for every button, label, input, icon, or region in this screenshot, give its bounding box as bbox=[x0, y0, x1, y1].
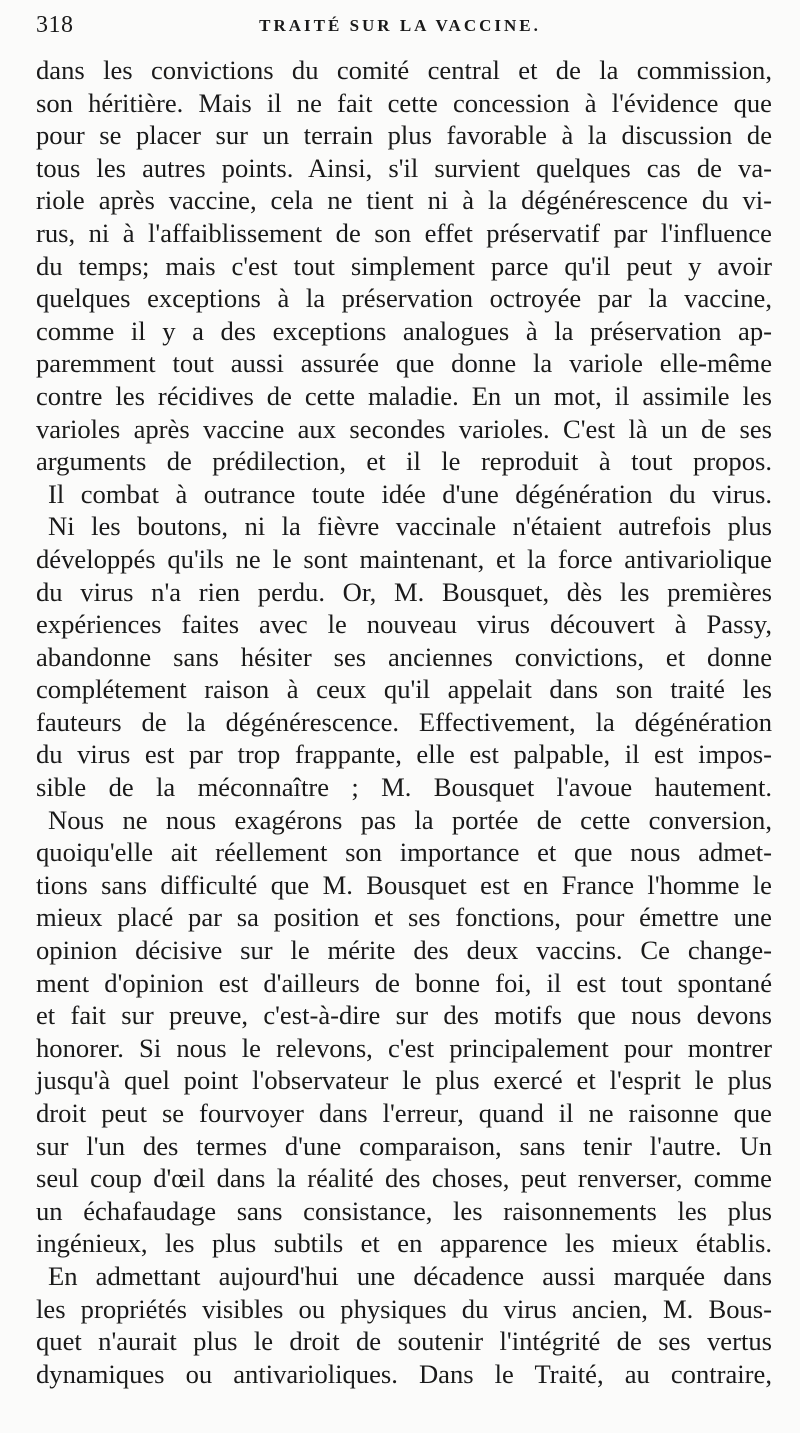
text-line: et fait sur preuve, c'est-à-dire sur des motifs que nous devons bbox=[36, 1000, 772, 1031]
text-line: droit peut se fourvoyer dans l'erreur, quand il ne raisonne que bbox=[36, 1098, 772, 1128]
text-line: quelques exceptions à la préservation octroyée par la vaccine, bbox=[36, 283, 772, 314]
page-number: 318 bbox=[36, 12, 74, 38]
text-line: varioles après vaccine aux secondes varioles. C'est là un de ses bbox=[36, 413, 772, 444]
text-line: ingénieux, les plus subtils et en apparence les mieux établis. bbox=[36, 1228, 772, 1259]
text-line: abandonne sans hésiter ses anciennes convictions, et donne bbox=[36, 641, 772, 672]
text-line: paremment tout aussi assurée que donne la variole elle-même bbox=[36, 348, 772, 379]
running-head: TRAITÉ SUR LA VACCINE. bbox=[259, 16, 541, 35]
text-line: quet n'aurait plus le droit de soutenir l'intégrité de ses vertus bbox=[36, 1326, 772, 1357]
text-line: expériences faites avec le nouveau virus découvert à Passy, bbox=[36, 609, 772, 640]
text-line: son héritière. Mais il ne fait cette concession à l'évidence que bbox=[36, 87, 772, 118]
text-line: arguments de prédilection, et il le reproduit à tout propos. bbox=[36, 446, 772, 477]
text-line: opinion décisive sur le mérite des deux vaccins. Ce change- bbox=[36, 935, 772, 966]
text-line: complétement raison à ceux qu'il appelait dans son traité les bbox=[36, 674, 772, 705]
text-line: En admettant aujourd'hui une décadence aussi marquée dans bbox=[48, 1260, 772, 1291]
text-line: tions sans difficulté que M. Bousquet est en France l'homme le bbox=[36, 869, 772, 900]
text-line: du temps; mais c'est tout simplement parce qu'il peut y avoir bbox=[36, 250, 772, 281]
text-line: dans les convictions du comité central et de la commission, bbox=[36, 55, 772, 85]
text-line: honorer. Si nous le relevons, c'est principalement pour montrer bbox=[36, 1032, 772, 1063]
text-line: riole après vaccine, cela ne tient ni à la dégénérescence du vi- bbox=[36, 185, 772, 216]
text-line: jusqu'à quel point l'observateur le plus exercé et l'esprit le plus bbox=[36, 1065, 772, 1096]
text-line: ment d'opinion est d'ailleurs de bonne foi, il est tout spontané bbox=[36, 967, 772, 998]
text-line: contre les récidives de cette maladie. En un mot, il assimile les bbox=[36, 380, 772, 411]
page-header bbox=[36, 12, 764, 42]
text-line: quoiqu'elle ait réellement son importance et que nous admet- bbox=[36, 837, 772, 868]
text-line: pour se placer sur un terrain plus favorable à la discussion de bbox=[36, 120, 772, 151]
text-line: comme il y a des exceptions analogues à la préservation ap- bbox=[36, 315, 772, 346]
text-line: Il combat à outrance toute idée d'une dégénération du virus. bbox=[48, 478, 772, 509]
text-line: fauteurs de la dégénérescence. Effectivement, la dégénération bbox=[36, 706, 772, 737]
text-line: tous les autres points. Ainsi, s'il survient quelques cas de va- bbox=[36, 152, 772, 183]
text-line: mieux placé par sa position et ses fonctions, pour émettre une bbox=[36, 902, 772, 933]
text-line: les propriétés visibles ou physiques du virus ancien, M. Bous- bbox=[36, 1293, 772, 1324]
body-text bbox=[36, 54, 772, 1390]
text-line: du virus n'a rien perdu. Or, M. Bousquet, dès les premières bbox=[36, 576, 772, 607]
text-line: seul coup d'œil dans la réalité des choses, peut renverser, comme bbox=[36, 1163, 772, 1194]
text-line: Nous ne nous exagérons pas la portée de cette conversion, bbox=[48, 804, 772, 835]
text-line: dynamiques ou antivarioliques. Dans le Traité, au contraire, bbox=[36, 1358, 772, 1389]
text-line: rus, ni à l'affaiblissement de son effet préservatif par l'influence bbox=[36, 217, 772, 248]
text-line: développés qu'ils ne le sont maintenant, et la force antivariolique bbox=[36, 543, 772, 574]
text-line: sible de la méconnaître ; M. Bousquet l'avoue hautement. bbox=[36, 772, 772, 803]
text-line: un échafaudage sans consistance, les raisonnements les plus bbox=[36, 1195, 772, 1226]
text-line: Ni les boutons, ni la fièvre vaccinale n'étaient autrefois plus bbox=[48, 511, 772, 542]
text-line: du virus est par trop frappante, elle est palpable, il est impos- bbox=[36, 739, 772, 770]
text-line: sur l'un des termes d'une comparaison, sans tenir l'autre. Un bbox=[36, 1130, 772, 1161]
